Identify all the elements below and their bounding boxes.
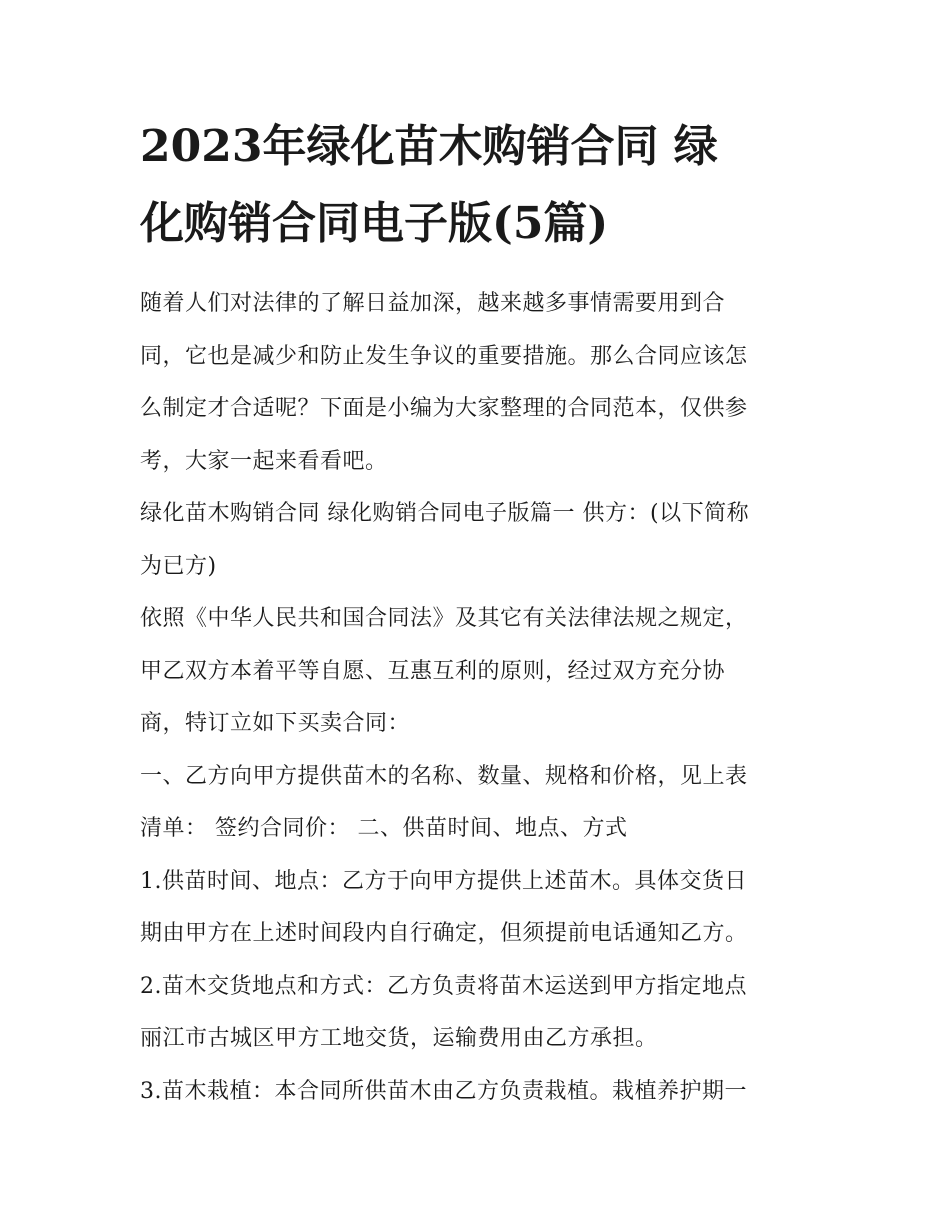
document-body [140,278,820,1118]
clause-one-paragraph [140,751,820,856]
text-line: 期由甲方在上述时间段内自行确定，但须提前电话通知乙方。 [140,921,748,946]
text-line: 1.供苗时间、地点：乙方于向甲方提供上述苗木。具体交货日 [140,868,747,894]
clause-2-paragraph [140,961,820,1066]
text-line: 丽江市古城区甲方工地交货，运输费用由乙方承担。 [140,1026,658,1051]
text-line: 同，它也是减少和防止发生争议的重要措施。那么合同应该怎 [140,343,748,369]
clause-3-paragraph [140,1066,820,1119]
text-line: 商，特订立如下买卖合同： [140,711,411,736]
text-line: 绿化苗木购销合同 绿化购销合同电子版篇一 供方：(以下简称 [140,501,750,526]
text-line: 么制定才合适呢？下面是小编为大家整理的合同范本，仅供参 [140,396,748,421]
text-line: 2.苗木交货地点和方式：乙方负责将苗木运送到甲方指定地点 [140,973,747,999]
title-line: 化购销合同电子版(5篇) [140,198,609,249]
text-line: 考，大家一起来看看吧。 [140,448,388,474]
legal-basis-paragraph [140,593,820,751]
text-line: 随着人们对法律的了解日益加深，越来越多事情需要用到合 [140,291,726,316]
contract-heading-paragraph [140,488,820,593]
document-page [140,108,820,1118]
text-line: 甲乙双方本着平等自愿、互惠互利的原则，经过双方充分协 [140,658,726,684]
text-line: 3.苗木栽植：本合同所供苗木由乙方负责栽植。栽植养护期一 [140,1078,747,1104]
document-title [140,108,820,262]
text-line: 一、乙方向甲方提供苗木的名称、数量、规格和价格，见上表 [140,763,748,789]
title-line: 2023年绿化苗木购销合同 绿 [140,121,718,172]
text-line: 清单： 签约合同价： 二、供苗时间、地点、方式 [140,816,628,841]
intro-paragraph [140,278,820,488]
clause-1-paragraph [140,856,820,961]
text-line: 依照《中华人民共和国合同法》及其它有关法律法规之规定， [140,606,748,631]
text-line: 为已方) [140,553,217,579]
